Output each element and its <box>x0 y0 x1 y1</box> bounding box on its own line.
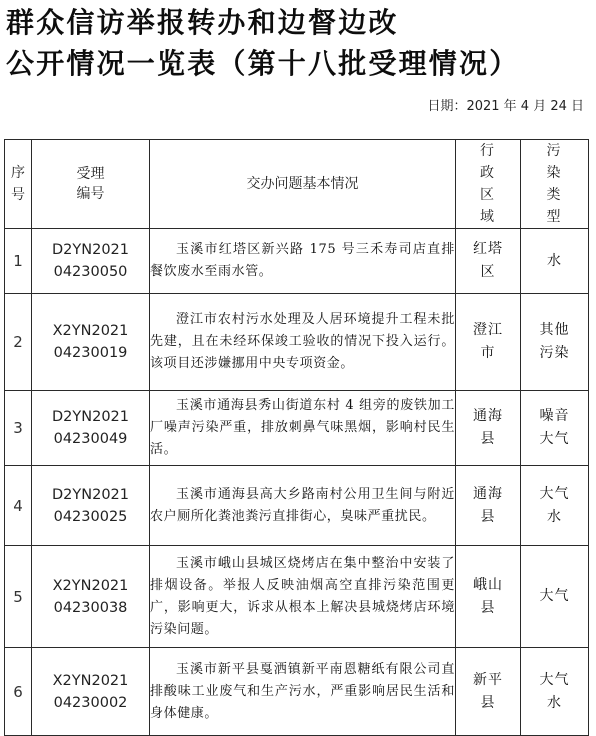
case-region <box>456 648 521 736</box>
pollution-type-text: 其他污染 <box>539 322 570 361</box>
case-code-line-1: X2YN2021 <box>52 323 129 339</box>
case-description <box>150 229 456 294</box>
case-description <box>150 294 456 391</box>
header-seq <box>5 140 32 229</box>
pollution-type <box>521 648 589 736</box>
case-description <box>150 546 456 648</box>
case-region-text: 新平县 <box>473 671 503 711</box>
pollution-type-text: 大气水 <box>539 671 570 711</box>
case-description <box>150 466 456 546</box>
report-date: 日期：2021 年 4 月 24 日 <box>427 99 584 114</box>
case-description-text: 澄江市农村污水处理及人居环境提升工程未批先建，且在未经环保竣工验收的情况下投入运行。该项目还涉嫌挪用中央专项资金。 <box>150 312 455 371</box>
header-region <box>456 140 521 229</box>
case-description <box>150 648 456 736</box>
case-code-line-2: 04230019 <box>53 345 128 361</box>
table-row <box>5 466 589 546</box>
case-region-text: 澄江市 <box>473 322 503 361</box>
pollution-type <box>521 391 589 466</box>
case-code-line-1: X2YN2021 <box>52 672 129 689</box>
case-code-line-1: D2YN2021 <box>52 409 129 425</box>
case-code-line-1: D2YN2021 <box>52 486 129 503</box>
case-region-text: 通海县 <box>473 485 503 525</box>
table-row <box>5 546 589 648</box>
case-code-line-2: 04230038 <box>53 599 128 616</box>
case-region <box>456 546 521 648</box>
row-number: 6 <box>5 648 32 736</box>
case-code <box>32 466 150 546</box>
case-code-line-2: 04230049 <box>53 431 128 447</box>
header-code-line-1: 受理 <box>76 166 105 182</box>
title-line-1: 群众信访举报转办和边督边改 <box>6 6 399 39</box>
case-description-text: 玉溪市红塔区新兴路 175 号三禾寿司店直排餐饮废水至雨水管。 <box>150 242 455 279</box>
pollution-type <box>521 229 589 294</box>
complaint-table <box>4 139 589 736</box>
pollution-type-text: 大气 <box>539 588 570 604</box>
case-description <box>150 391 456 466</box>
pollution-type <box>521 466 589 546</box>
title-line-2: 公开情况一览表（第十八批受理情况） <box>6 47 520 80</box>
case-region <box>456 466 521 546</box>
case-code <box>32 229 150 294</box>
table-header <box>5 140 589 229</box>
case-code-line-1: D2YN2021 <box>52 242 129 258</box>
pollution-type <box>521 294 589 391</box>
table-row <box>5 391 589 466</box>
pollution-type-text: 大气水 <box>539 485 570 525</box>
header-ptype <box>521 140 589 229</box>
case-code <box>32 546 150 648</box>
table-row <box>5 229 589 294</box>
case-description-text: 玉溪市新平县戛洒镇新平南恩糖纸有限公司直排酸味工业废气和生产污水，严重影响居民生活和身体健康。 <box>150 661 455 721</box>
table-body <box>5 229 589 736</box>
pollution-type-text: 水 <box>547 252 562 269</box>
case-code <box>32 648 150 736</box>
case-region-text: 红塔区 <box>473 241 503 280</box>
header-seq-label: 序号 <box>11 165 25 203</box>
case-description-text: 玉溪市峨山县城区烧烤店在集中整治中安装了排烟设备。举报人反映油烟高空直排污染范围更广，影响更大，诉求从根本上解决县城烧烤店环境污染问题。 <box>150 555 455 637</box>
case-region <box>456 294 521 391</box>
header-region-label: 行政区域 <box>480 143 496 225</box>
row-number: 1 <box>5 229 32 294</box>
case-region <box>456 229 521 294</box>
row-number: 4 <box>5 466 32 546</box>
table-row <box>5 294 589 391</box>
case-code-line-2: 04230050 <box>53 264 128 280</box>
case-code-line-2: 04230002 <box>53 694 128 711</box>
case-code-line-2: 04230025 <box>53 508 128 525</box>
row-number: 3 <box>5 391 32 466</box>
case-region-text: 峨山县 <box>473 576 503 616</box>
case-code-line-1: X2YN2021 <box>52 577 129 594</box>
header-code-line-2: 编号 <box>76 186 105 202</box>
header-desc: 交办问题基本情况 <box>150 140 456 229</box>
header-row <box>5 140 589 229</box>
case-code <box>32 391 150 466</box>
header-code <box>32 140 150 229</box>
row-number: 2 <box>5 294 32 391</box>
case-region <box>456 391 521 466</box>
case-description-text: 玉溪市通海县秀山街道东村 4 组旁的废铁加工厂噪声污染严重，排放刺鼻气味黑烟，影响村民生活。 <box>150 398 455 457</box>
case-description-text: 玉溪市通海县高大乡路南村公用卫生间与附近农户厕所化粪池粪污直排街心，臭味严重扰民。 <box>150 486 455 524</box>
case-region-text: 通海县 <box>473 408 503 447</box>
pollution-type <box>521 546 589 648</box>
document-title <box>6 2 592 84</box>
row-number: 5 <box>5 546 32 648</box>
pollution-type-text: 噪音大气 <box>539 408 570 447</box>
case-code <box>32 294 150 391</box>
header-ptype-label: 污染类型 <box>546 143 563 225</box>
table-row <box>5 648 589 736</box>
